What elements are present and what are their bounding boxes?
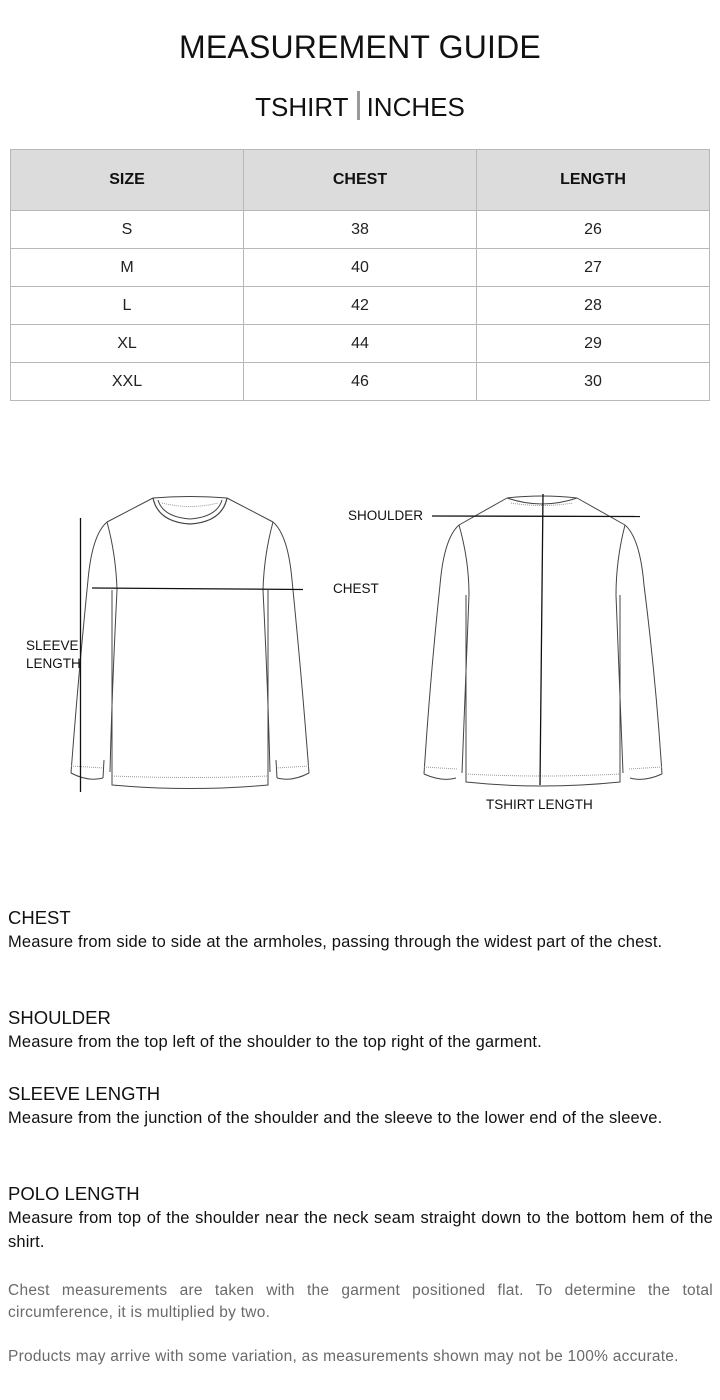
cell-length: 28 — [477, 287, 710, 325]
sleeve-label-line2: LENGTH — [26, 656, 81, 671]
description-text: Measure from top of the shoulder near the neck seam straight down to the bottom hem of the shirt. — [8, 1209, 713, 1251]
shoulder-line — [432, 516, 640, 517]
table-row — [11, 211, 710, 249]
description-shoulder — [8, 1006, 713, 1054]
divider — [357, 91, 360, 120]
chest-line — [92, 588, 303, 590]
table-row — [11, 363, 710, 401]
column-header-size: SIZE — [11, 150, 244, 211]
cell-size: L — [11, 287, 244, 325]
description-text: Measure from side to side at the armholes, passing through the widest part of the chest. — [8, 933, 663, 951]
description-title: SLEEVE LENGTH — [8, 1083, 161, 1104]
cell-chest: 46 — [244, 363, 477, 401]
sleeve-length-label — [26, 637, 81, 673]
description-title: POLO LENGTH — [8, 1183, 140, 1204]
subtitle — [0, 90, 720, 124]
table-row — [11, 287, 710, 325]
tshirt-length-line — [540, 494, 543, 785]
chest-label: CHEST — [333, 581, 379, 596]
note-flat-measurement: Chest measurements are taken with the garment positioned flat. To determine the total circumference, it is multiplied by two. — [8, 1282, 713, 1321]
column-header-length: LENGTH — [477, 150, 710, 211]
description-text: Measure from the top left of the shoulder to the top right of the garment. — [8, 1033, 542, 1051]
cell-chest: 42 — [244, 287, 477, 325]
front-tshirt-drawing — [71, 497, 309, 789]
sleeve-label-line1: SLEEVE — [26, 638, 79, 653]
cell-length: 27 — [477, 249, 710, 287]
cell-size: XXL — [11, 363, 244, 401]
cell-size: M — [11, 249, 244, 287]
description-title: CHEST — [8, 907, 71, 928]
table-row — [11, 325, 710, 363]
cell-length: 29 — [477, 325, 710, 363]
cell-chest: 44 — [244, 325, 477, 363]
description-sleeve-length — [8, 1082, 713, 1130]
cell-size: S — [11, 211, 244, 249]
description-chest — [8, 906, 713, 954]
description-title: SHOULDER — [8, 1007, 111, 1028]
cell-length: 30 — [477, 363, 710, 401]
shoulder-label: SHOULDER — [348, 508, 424, 523]
cell-chest: 40 — [244, 249, 477, 287]
cell-length: 26 — [477, 211, 710, 249]
description-text: Measure from the junction of the shoulder and the sleeve to the lower end of the sleeve. — [8, 1109, 663, 1127]
size-table — [10, 149, 710, 401]
table-row — [11, 249, 710, 287]
column-header-chest: CHEST — [244, 150, 477, 211]
garment-type: TSHIRT — [255, 92, 349, 122]
unit-label: INCHES — [366, 92, 465, 122]
note-variation-disclaimer: Products may arrive with some variation, as measurements shown may not be 100% accurate. — [8, 1348, 679, 1365]
page-title: MEASUREMENT GUIDE — [179, 29, 541, 65]
cell-chest: 38 — [244, 211, 477, 249]
description-polo-length — [8, 1182, 713, 1254]
tshirt-length-label: TSHIRT LENGTH — [486, 797, 593, 812]
cell-size: XL — [11, 325, 244, 363]
measurement-diagram — [0, 470, 720, 830]
table-header-row — [11, 150, 710, 211]
